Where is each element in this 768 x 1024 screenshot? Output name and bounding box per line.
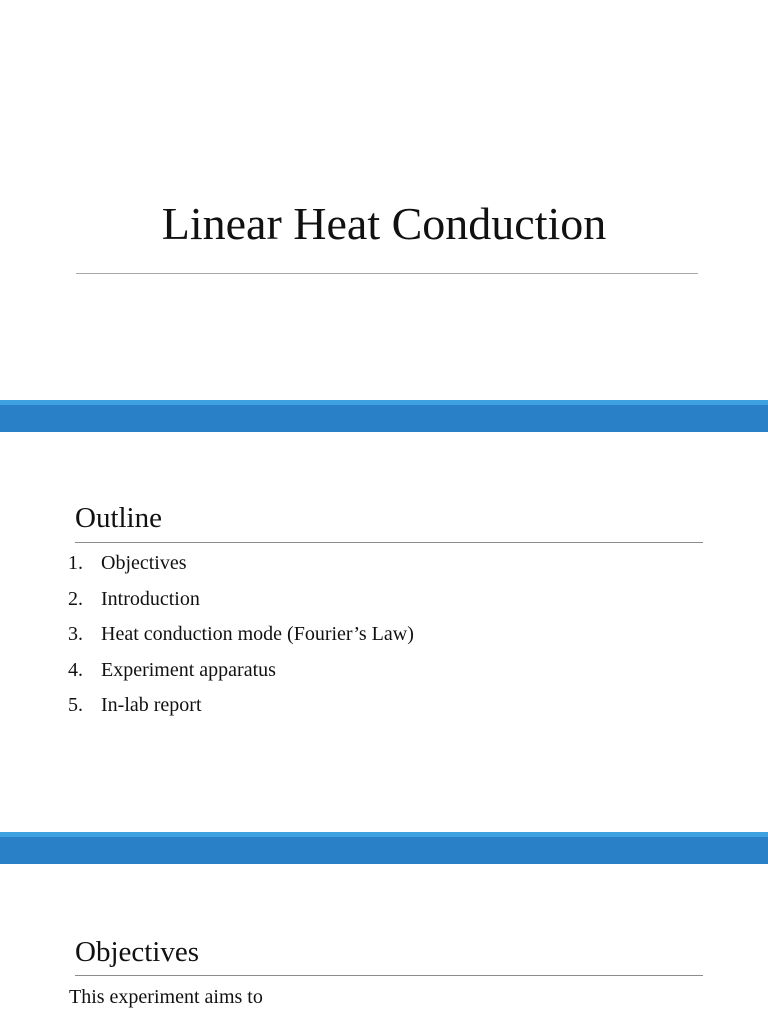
slide-divider <box>0 832 768 864</box>
slide-divider <box>0 400 768 432</box>
slide-title <box>0 0 768 400</box>
list-item <box>68 691 414 727</box>
title-underline <box>76 273 698 274</box>
list-item-label: Experiment apparatus <box>101 658 276 681</box>
outline-list <box>68 549 414 727</box>
list-item-label: In-lab report <box>101 694 202 716</box>
list-item-label: Objectives <box>101 552 187 574</box>
list-item-number: 2. <box>68 587 83 610</box>
list-item-number: 3. <box>68 623 83 645</box>
list-item <box>68 620 414 656</box>
list-item-number: 4. <box>68 658 83 681</box>
list-item <box>68 585 414 621</box>
slide-divider-accent <box>0 400 768 405</box>
objectives-heading: Objectives <box>75 936 200 968</box>
outline-heading: Outline <box>75 502 162 534</box>
list-item-number: 5. <box>68 694 83 716</box>
objectives-heading-rule <box>75 975 703 976</box>
list-item-label: Introduction <box>101 587 200 610</box>
list-item-number: 1. <box>68 552 83 574</box>
slide-objectives <box>0 864 768 1024</box>
slide-divider-accent <box>0 832 768 837</box>
slide-title-text: Linear Heat Conduction <box>161 198 607 249</box>
list-item <box>68 656 414 692</box>
outline-heading-rule <box>75 542 703 543</box>
objectives-intro: This experiment aims to <box>69 986 263 1008</box>
slide-outline <box>0 432 768 832</box>
list-item <box>68 549 414 585</box>
list-item-label: Heat conduction mode (Fourier’s Law) <box>101 623 414 645</box>
